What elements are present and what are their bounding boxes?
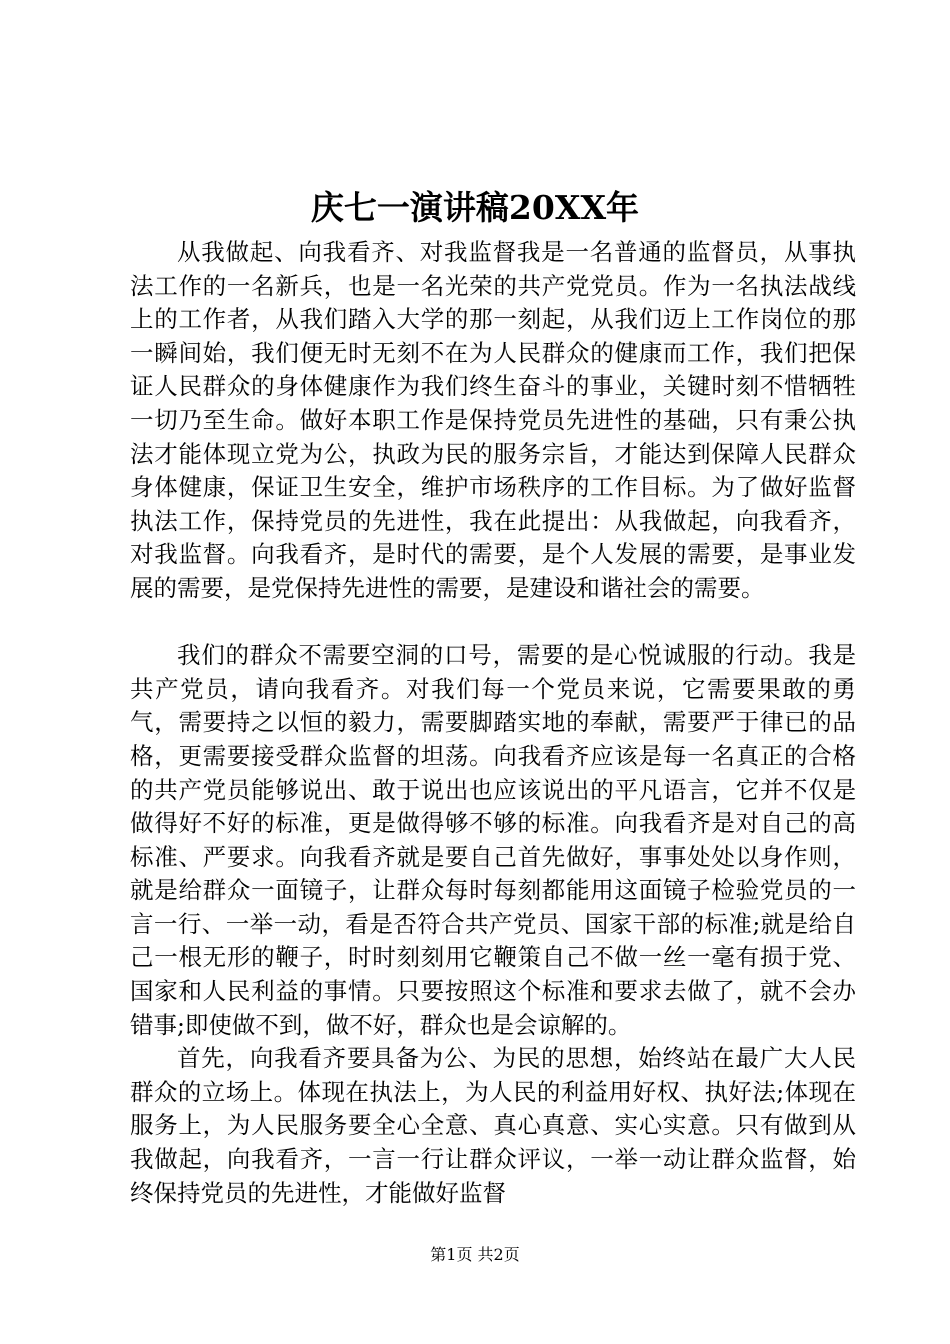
document-body (130, 236, 856, 1210)
paragraph-1: 从我做起、向我看齐、对我监督我是一名普通的监督员，从事执法工作的一名新兵，也是一名光荣的共产党党员。作为一名执法战线上的工作者，从我们踏入大学的那一刻起，从我们迈上工作岗位的那一瞬间始，我们便无时无刻不在为人民群众的健康而工作，我们把保证人民群众的身体健康作为我们终生奋斗的事业，关键时刻不惜牺牲一切乃至生命。做好本职工作是保持党员先进性的基础，只有秉公执法才能体现立党为公，执政为民的服务宗旨，才能达到保障人民群众身体健康，保证卫生安全，维护市场秩序的工作目标。为了做好监督执法工作，保持党员的先进性，我在此提出：从我做起，向我看齐，对我监督。向我看齐，是时代的需要，是个人发展的需要，是事业发展的需要，是党保持先进性的需要，是建设和谐社会的需要。 (130, 238, 856, 602)
paragraph-2: 我们的群众不需要空洞的口号，需要的是心悦诚服的行动。我是共产党员，请向我看齐。对我们每一个党员来说，它需要果敢的勇气，需要持之以恒的毅力，需要脚踏实地的奉献，需要严于律已的品格，更需要接受群众监督的坦荡。向我看齐应该是每一名真正的合格的共产党员能够说出、敢于说出也应该说出的平凡语言，它并不仅是做得好不好的标准，更是做得够不够的标准。向我看齐是对自己的高标准、严要求。向我看齐就是要自己首先做好，事事处处以身作则，就是给群众一面镜子，让群众每时每刻都能用这面镜子检验党员的一言一行、一举一动，看是否符合共产党员、国家干部的标准;就是给自己一根无形的鞭子，时时刻刻用它鞭策自己不做一丝一毫有损于党、国家和人民利益的事情。只要按照这个标准和要求去做了，就不会办错事;即使做不到，做不好，群众也是会谅解的。 (130, 641, 856, 1039)
paragraph-3: 首先，向我看齐要具备为公、为民的思想，始终站在最广大人民群众的立场上。体现在执法上，为人民的利益用好权、执好法;体现在服务上，为人民服务要全心全意、真心真意、实心实意。只有做到从我做起，向我看齐，一言一行让群众评议，一举一动让群众监督，始终保持党员的先进性，才能做好监督 (130, 1044, 856, 1207)
page-footer: 第1页 共2页 (430, 1245, 520, 1264)
document-title: 庆七一演讲稿20XX年 (310, 188, 640, 227)
